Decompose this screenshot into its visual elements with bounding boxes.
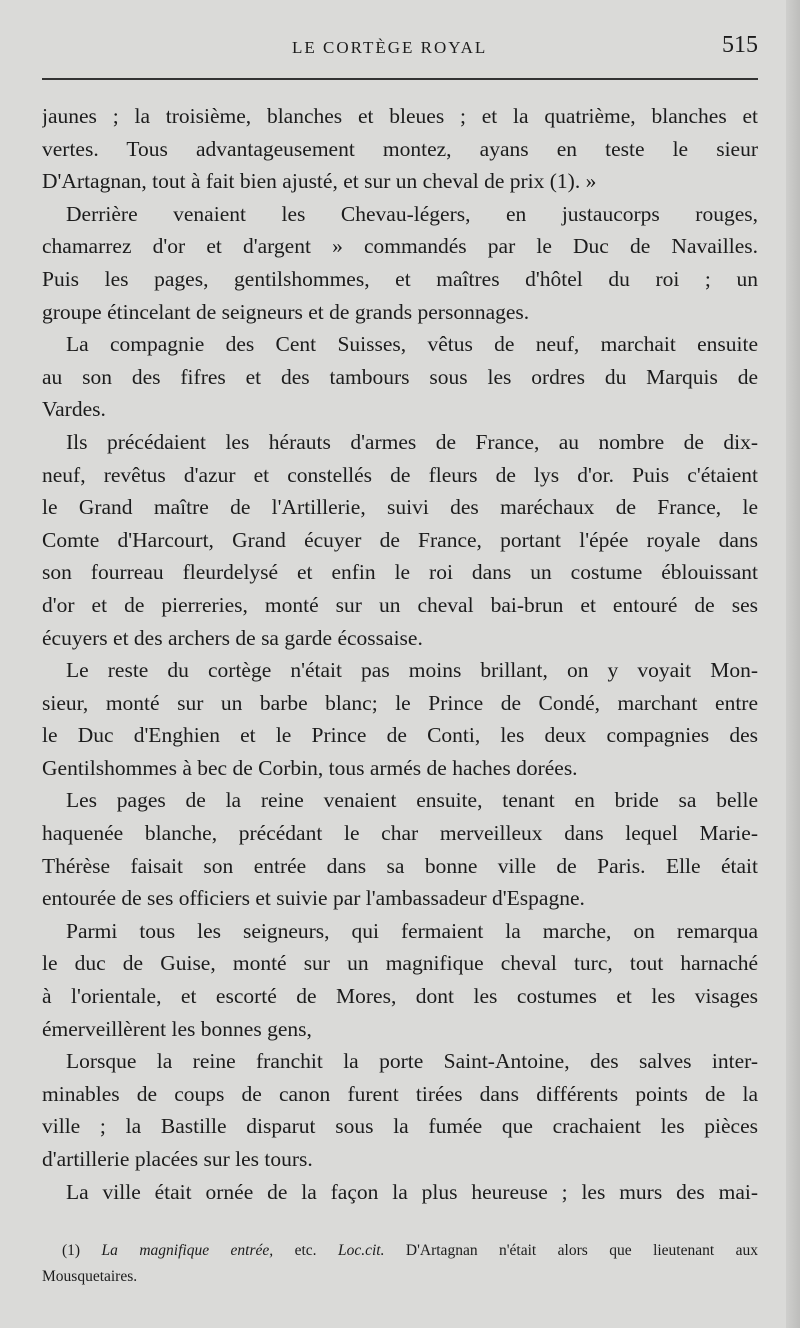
text-line: chamarrez d'or et d'argent » commandés par le Duc de Navailles. <box>42 234 758 259</box>
footnote-title: La magnifique entrée, <box>101 1242 274 1259</box>
text-line: Vardes. <box>42 397 106 422</box>
text-line: Parmi tous les seigneurs, qui fermaient la marche, on remarqua <box>66 918 758 943</box>
footnote-line: Mousquetaires. <box>42 1268 138 1285</box>
running-title: LE CORTÈGE ROYAL <box>292 38 488 57</box>
text-line: d'artillerie placées sur les tours. <box>42 1147 313 1171</box>
text-line: neuf, revêtus d'azur et constellés de fleurs de lys d'or. Puis c'étaient <box>42 462 758 487</box>
text-line: Lorsque la reine franchit la porte Saint-Antoine, des salves inter- <box>66 1049 758 1074</box>
page-header <box>42 30 758 70</box>
footnote-line <box>42 1238 758 1264</box>
text-line: La ville était ornée de la façon la plus heureuse ; les murs des mai- <box>66 1179 758 1204</box>
text-line: Puis les pages, gentilshommes, et maîtres d'hôtel du roi ; un <box>42 266 758 291</box>
footnote-text: etc. <box>273 1242 338 1259</box>
text-line: le Grand maître de l'Artillerie, suivi des maréchaux de France, le <box>42 495 758 520</box>
text-line: Gentilshommes à bec de Corbin, tous armés de haches dorées. <box>42 755 578 780</box>
text-line: le Duc d'Enghien et le Prince de Conti, les deux compagnies des <box>42 723 758 748</box>
text-line: haquenée blanche, précédant le char merveilleux dans lequel Marie- <box>42 821 758 846</box>
text-line: La compagnie des Cent Suisses, vêtus de neuf, marchait ensuite <box>66 332 758 357</box>
text-line: émerveillèrent les bonnes gens, <box>42 1016 312 1041</box>
text-line: son fourreau fleurdelysé et enfin le roi dans un costume éblouissant <box>42 560 758 585</box>
header-rule <box>42 78 758 80</box>
page-number: 515 <box>722 32 758 58</box>
text-line: Ils précédaient les hérauts d'armes de France, au nombre de dix- <box>66 429 758 454</box>
footnote-marker: (1) <box>62 1242 81 1259</box>
text-line: Le reste du cortège n'était pas moins brillant, on y voyait Mon- <box>66 658 758 683</box>
text-line: minables de coups de canon furent tirées dans différents points de la <box>42 1081 758 1106</box>
text-line: Les pages de la reine venaient ensuite, tenant en bride sa belle <box>66 788 758 813</box>
body-text <box>42 100 758 1208</box>
footnote-text: D'Artagnan n'était alors que lieutenant aux <box>384 1242 759 1259</box>
text-line: entourée de ses officiers et suivie par l'ambassadeur d'Espagne. <box>42 886 585 911</box>
text-line: d'or et de pierreries, monté sur un cheval bai-brun et entouré de ses <box>42 592 758 617</box>
scan-edge <box>786 0 800 1328</box>
footnote <box>42 1238 758 1290</box>
footnote-citation: Loc.cit. <box>337 1242 385 1259</box>
text-line: jaunes ; la troisième, blanches et bleues ; et la quatrième, blanches et <box>42 104 758 128</box>
text-line: Derrière venaient les Chevau-légers, en justaucorps rouges, <box>66 201 758 226</box>
text-line: écuyers et des archers de sa garde écossaise. <box>42 625 423 650</box>
text-line: vertes. Tous advantageusement montez, ayans en teste le sieur <box>42 136 758 161</box>
text-line: à l'orientale, et escorté de Mores, dont les costumes et les visages <box>42 984 758 1009</box>
text-line: Thérèse faisait son entrée dans sa bonne ville de Paris. Elle était <box>42 853 758 878</box>
text-line: ville ; la Bastille disparut sous la fumée que crachaient les pièces <box>42 1114 758 1139</box>
text-line: au son des fifres et des tambours sous les ordres du Marquis de <box>42 364 758 389</box>
text-line: Comte d'Harcourt, Grand écuyer de France, portant l'épée royale dans <box>42 527 758 552</box>
text-line: le duc de Guise, monté sur un magnifique cheval turc, tout harnaché <box>42 951 758 976</box>
text-line: sieur, monté sur un barbe blanc; le Prince de Condé, marchant entre <box>42 690 758 715</box>
text-line: D'Artagnan, tout à fait bien ajusté, et sur un cheval de prix (1). » <box>42 169 597 194</box>
text-line: groupe étincelant de seigneurs et de grands personnages. <box>42 299 530 324</box>
